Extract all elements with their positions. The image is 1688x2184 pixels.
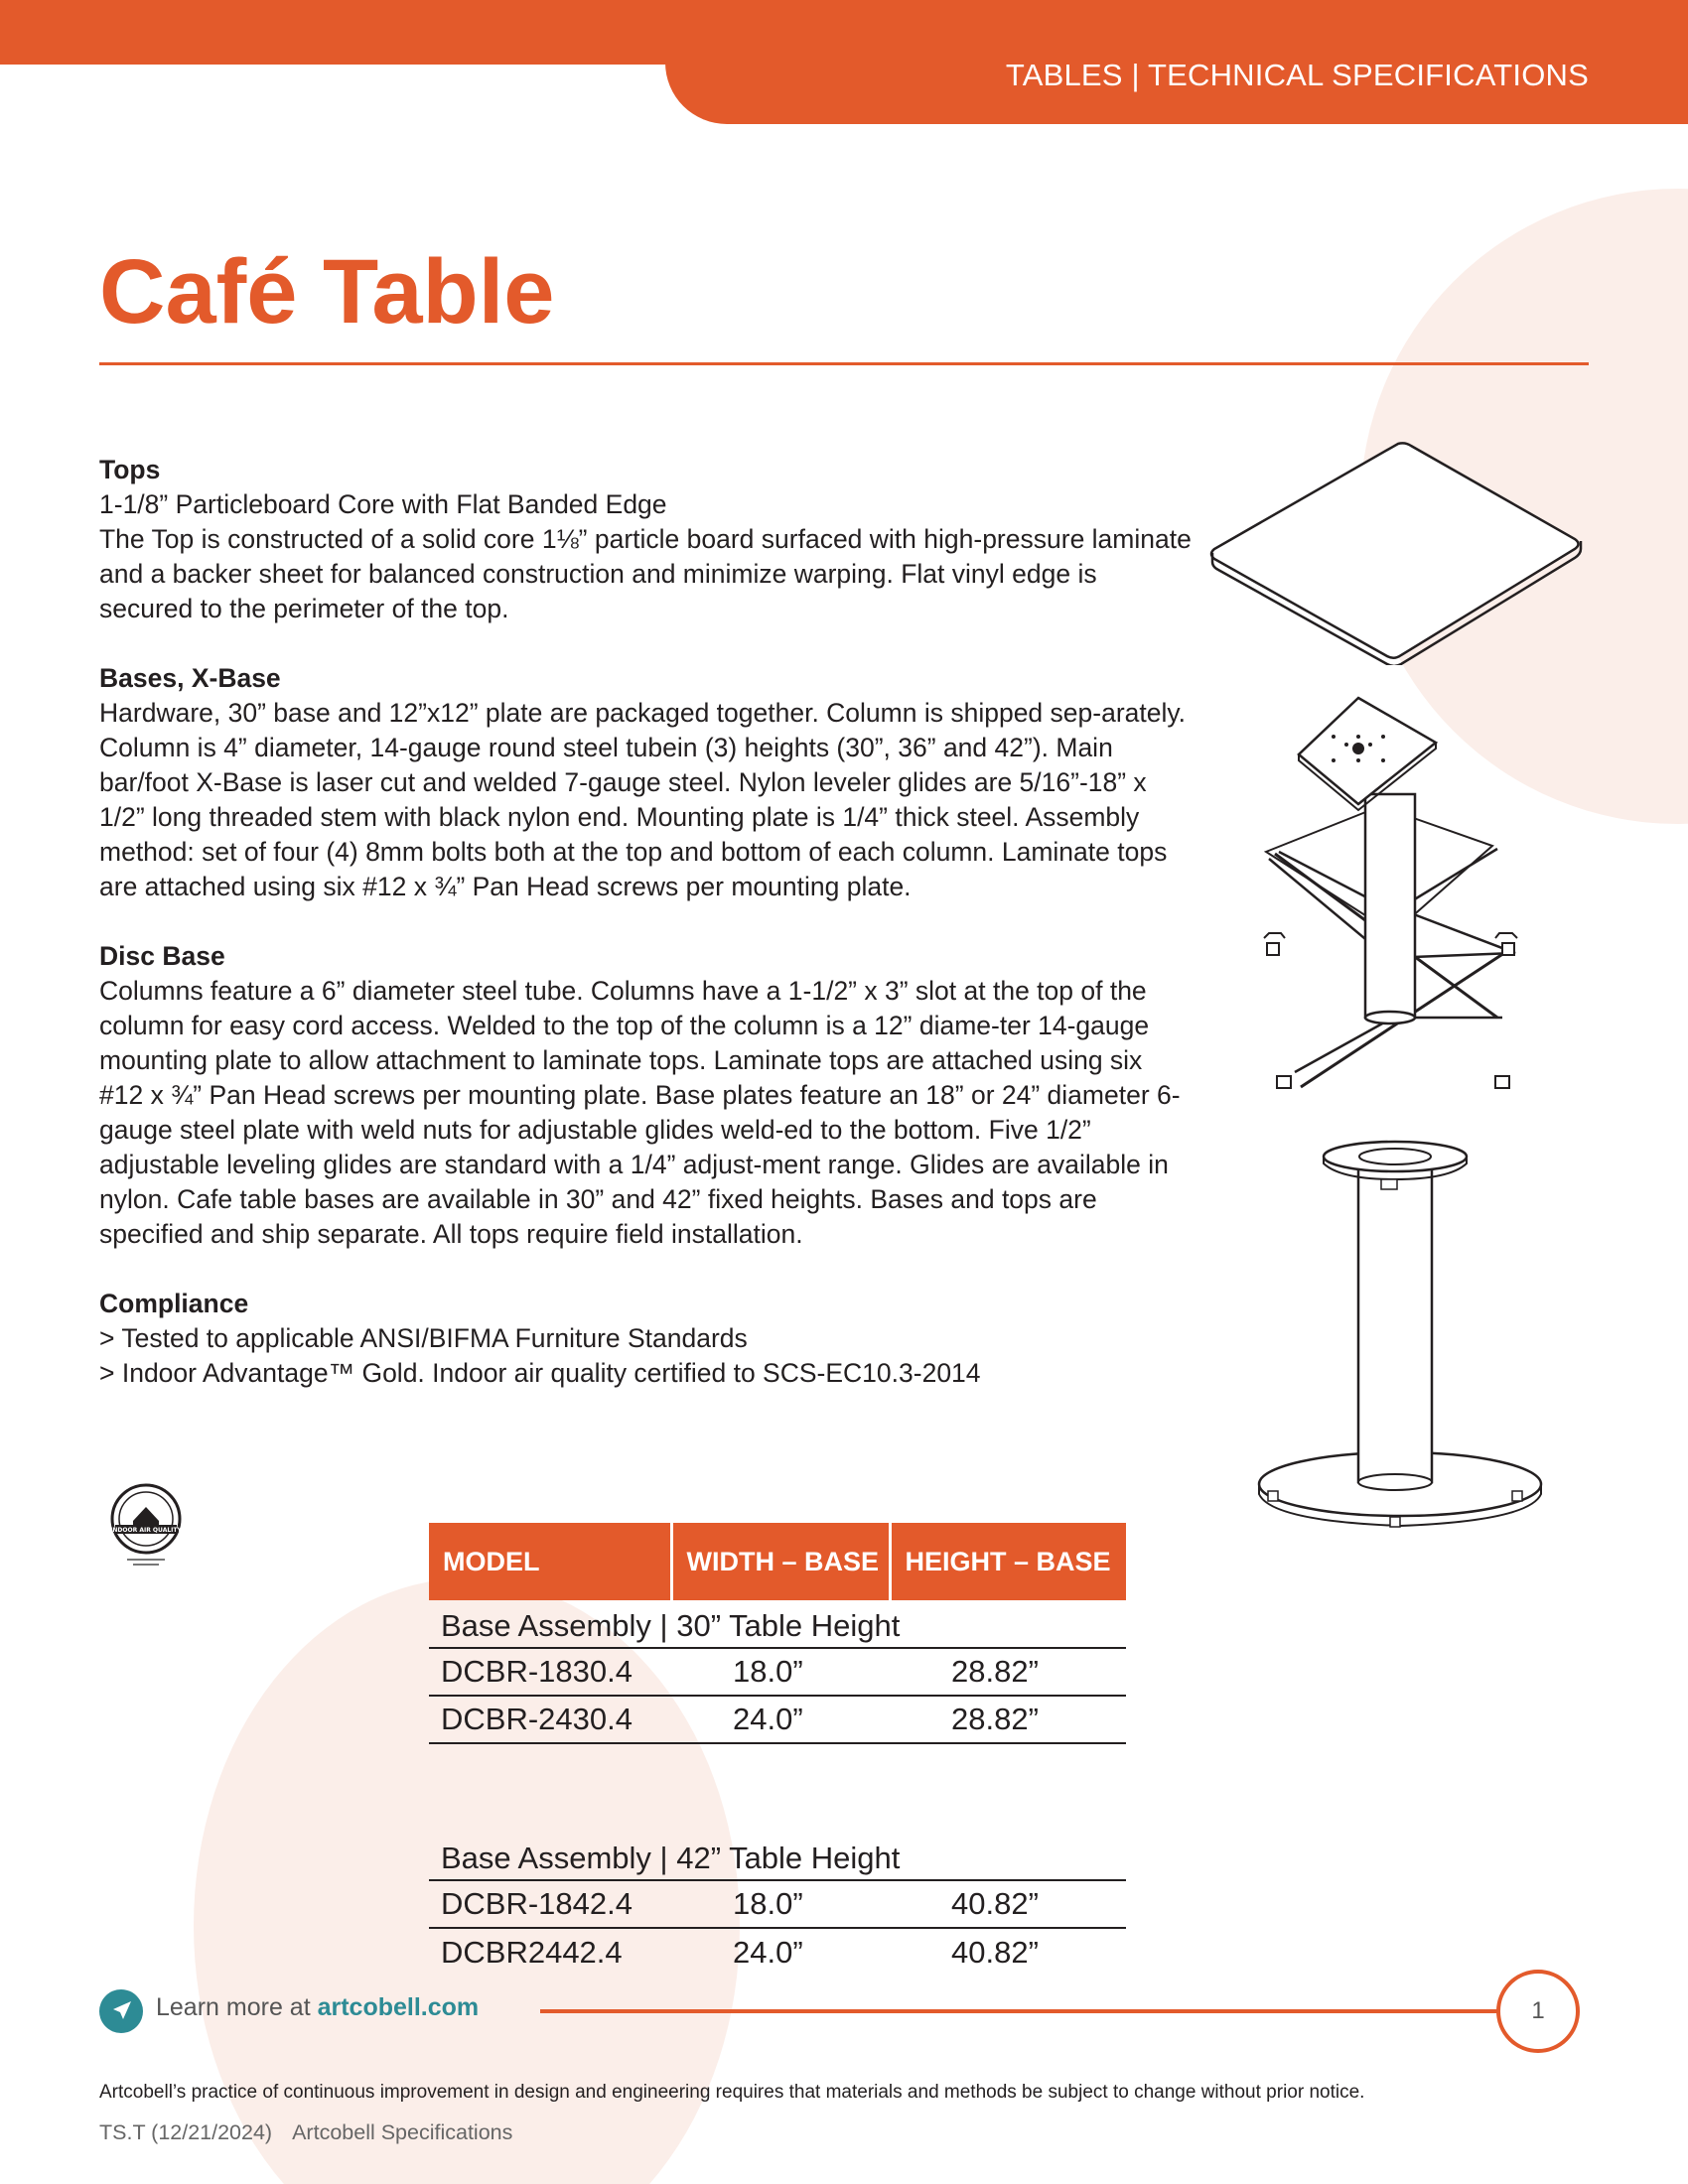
height-cell: 40.82” [890,1880,1126,1928]
model-cell: DCBR-2430.4 [429,1696,671,1743]
specifications-table [429,1523,1126,1976]
model-cell: DCBR2442.4 [441,1934,623,1970]
column-header-height: HEIGHT – BASE [890,1523,1126,1600]
doc-revision: TS.T (12/21/2024) [99,2120,273,2144]
model-cell: DCBR-1830.4 [429,1648,671,1696]
section-heading: Bases, X-Base [99,663,281,693]
section-body: Hardware, 30” base and 12”x12” plate are packaged together. Column is shipped sep-arately. Column is 4” diameter, 14-gauge round steel tubein (3) heights (30”, 36” and 42”). Main bar/foot X-Base is laser cut and welded 7-gauge steel. Nylon leveler glides are 5/16”-18” x 1/2” long threaded stem with black nylon end. Mounting plate is 1/4” thick steel. Assembly method: set of four (4) 8mm bolts both at the top and bottom of each column. Laminate tops are attached using six #12 x ¾” Pan Head screws per mounting plate. [99,698,1187,901]
column-header-model: MODEL [429,1523,671,1600]
spec-content [99,453,1192,1426]
group-label: Base Assembly | 42” Table Height [429,1833,1126,1880]
table-group-row [429,1833,1126,1880]
section-body: > Tested to applicable ANSI/BIFMA Furniture Standards > Indoor Advantage™ Gold. Indoor air quality certified to SCS-EC10.3-2014 [99,1323,981,1388]
table-row [429,1928,1126,1976]
height-cell: 28.82” [890,1648,1126,1696]
table-header-row [429,1523,1126,1600]
group-label: Base Assembly | 30” Table Height [429,1600,1126,1648]
width-cell: 18.0” [671,1648,890,1696]
height-cell: 40.82” [951,1934,1039,1970]
model-cell: DCBR-1842.4 [429,1880,671,1928]
seal-label: INDOOR AIR QUALITY [110,1527,182,1534]
page-number: 1 [1496,1970,1580,2053]
width-cell: 18.0” [671,1880,890,1928]
section-heading: Disc Base [99,941,225,971]
page-title: Café Table [99,241,555,342]
width-cell: 24.0” [671,1696,890,1743]
header-section-label: TABLES | TECHNICAL SPECIFICATIONS [1005,58,1589,92]
section-body: 1-1/8” Particleboard Core with Flat Banded Edge The Top is constructed of a solid core 1⅛” particle board surfaced with high-pressure laminate and a backer sheet for balanced construction and minimize warping. Flat vinyl edge is secured to the perimeter of the top. [99,489,1192,623]
table-spacer [429,1743,1126,1833]
section-heading: Tops [99,455,161,484]
title-divider [99,362,1589,365]
section-body: Columns feature a 6” diameter steel tube. Columns have a 1-1/2” x 3” slot at the top of the column for easy cord access. Welded to the top of the column is a 12” diame-ter 14-gauge mounting plate to allow attachment to laminate tops. Laminate tops are attached using six #12 x ¾” Pan Head screws per mounting plate. Base plates feature an 18” or 24” diameter 6-gauge steel plate with weld nuts for adjustable glides weld-ed to the bottom. Five 1/2” adjustable leveling glides are standard with a 1/4” adjust-ment range. Glides are available in nylon. Cafe table bases are available in 30” and 42” fixed heights. Bases and tops are specified and ship separate. All tops require field installation. [99,976,1181,1249]
table-row [429,1696,1126,1743]
square-table-top-drawing [1206,442,1584,665]
column-header-width: WIDTH – BASE [671,1523,890,1600]
indoor-air-quality-seal-icon [107,1481,185,1569]
table-group-row [429,1600,1126,1648]
disc-base-drawing [1246,1132,1554,1539]
footer-divider [540,2009,1503,2013]
learn-more-text [156,1993,479,2022]
x-base-drawing [1259,695,1532,1092]
section-x-base [99,661,1192,904]
section-disc-base [99,939,1192,1252]
location-arrow-icon [99,1989,143,2033]
section-heading: Compliance [99,1289,249,1318]
disclaimer-text: Artcobell’s practice of continuous improvement in design and engineering requires that materials and methods be subject to change without prior notice. [99,2082,1365,2103]
learn-more-prefix: Learn more at [156,1993,318,2021]
website-link[interactable]: artcobell.com [317,1993,480,2021]
arrow-glyph-icon [99,1989,143,2033]
doc-label: Artcobell Specifications [292,2120,513,2144]
table-row [429,1648,1126,1696]
section-tops [99,453,1192,626]
width-cell: 24.0” [733,1934,803,1970]
table-row [429,1880,1126,1928]
document-code [99,2120,512,2145]
section-compliance [99,1287,1192,1391]
height-cell: 28.82” [890,1696,1126,1743]
